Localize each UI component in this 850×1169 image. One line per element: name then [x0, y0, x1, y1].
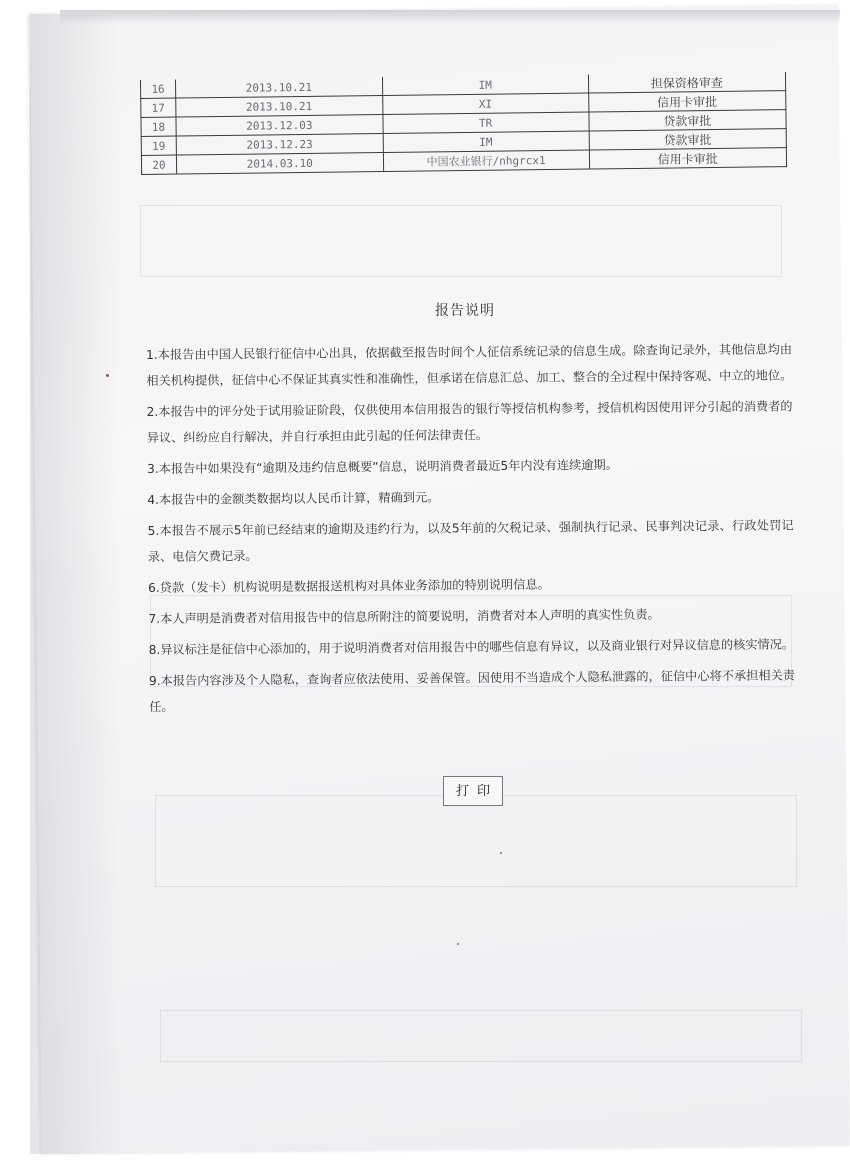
cell-query-operator: 中国农业银行/nhgrcx1 — [383, 150, 589, 172]
note-item: 1.本报告由中国人民银行征信中心出具，依据截至报告时间个人征信系统记录的信息生成。除查询记录外，其他信息均由相关机构提供，征信中心不保证其真实性和准确性，但承诺在信息汇总、加工、整合的全过程中保持客观、中立的地位。 — [146, 342, 793, 388]
cell-query-date: 2013.12.03 — [176, 115, 383, 137]
note-item: 9.本报告内容涉及个人隐私，查询者应依法使用、妥善保管。因使用不当造成个人隐私泄露的，征信中心将不承担相关责任。 — [148, 668, 795, 714]
scan-speck — [500, 852, 502, 854]
cell-query-reason: 信用卡审批 — [588, 91, 786, 112]
note-item: 3.本报告中如果没有“逾期及违约信息概要”信息，说明消费者最近5年内没有连续逾期。 — [147, 457, 618, 476]
note-item: 6.贷款（发卡）机构说明是数据报送机构对具体业务添加的特别说明信息。 — [148, 577, 550, 595]
note-item: 7.本人声明是消费者对信用报告中的信息所附注的简要说明，消费者对本人声明的真实性负责。 — [148, 607, 660, 626]
cell-query-reason: 贷款审批 — [588, 110, 786, 131]
paper-top-edge — [60, 10, 840, 24]
note-item: 5.本报告不展示5年前已经结束的逾期及违约行为，以及5年前的欠税记录、强制执行记录、民事判决记录、行政处罚记录、电信欠费记录。 — [147, 518, 794, 564]
query-records-table — [140, 72, 787, 175]
scan-speck — [106, 374, 109, 377]
cell-query-date: 2014.03.10 — [176, 153, 383, 175]
cell-query-date: 2013.10.21 — [175, 77, 382, 98]
note-item: 2.本报告中的评分处于试用验证阶段，仅供使用本信用报告的银行等授信机构参考，授信机构因使用评分引起的消费者的异议、纠纷应自行解决，并自行承担由此引起的任何法律责任。 — [146, 399, 793, 445]
note-item: 4.本报告中的金额类数据均以人民币计算，精确到元。 — [147, 490, 440, 507]
cell-number: 20 — [141, 155, 176, 174]
cell-query-operator: TR — [383, 112, 589, 134]
cell-query-operator: IM — [383, 131, 589, 153]
cell-number: 17 — [141, 98, 176, 117]
scan-speck — [457, 943, 459, 945]
cell-query-operator: IM — [382, 75, 588, 96]
cell-number: 18 — [141, 117, 176, 136]
cell-number: 19 — [141, 136, 176, 155]
print-button[interactable]: 打印 — [443, 776, 503, 806]
report-notes — [146, 336, 795, 725]
report-notes-title: 报告说明 — [435, 303, 495, 319]
note-item: 8.异议标注是征信中心添加的，用于说明消费者对信用报告中的哪些信息有异议，以及商业银行对异议信息的核实情况。 — [148, 637, 795, 657]
cell-number: 16 — [140, 80, 175, 99]
cell-query-reason: 贷款审批 — [589, 129, 787, 150]
cell-query-operator: XI — [382, 93, 588, 115]
cell-query-date: 2013.12.23 — [176, 134, 383, 156]
cell-query-reason: 信用卡审批 — [589, 148, 787, 169]
cell-query-date: 2013.10.21 — [176, 96, 383, 118]
cell-query-reason: 担保资格审查 — [588, 72, 786, 93]
